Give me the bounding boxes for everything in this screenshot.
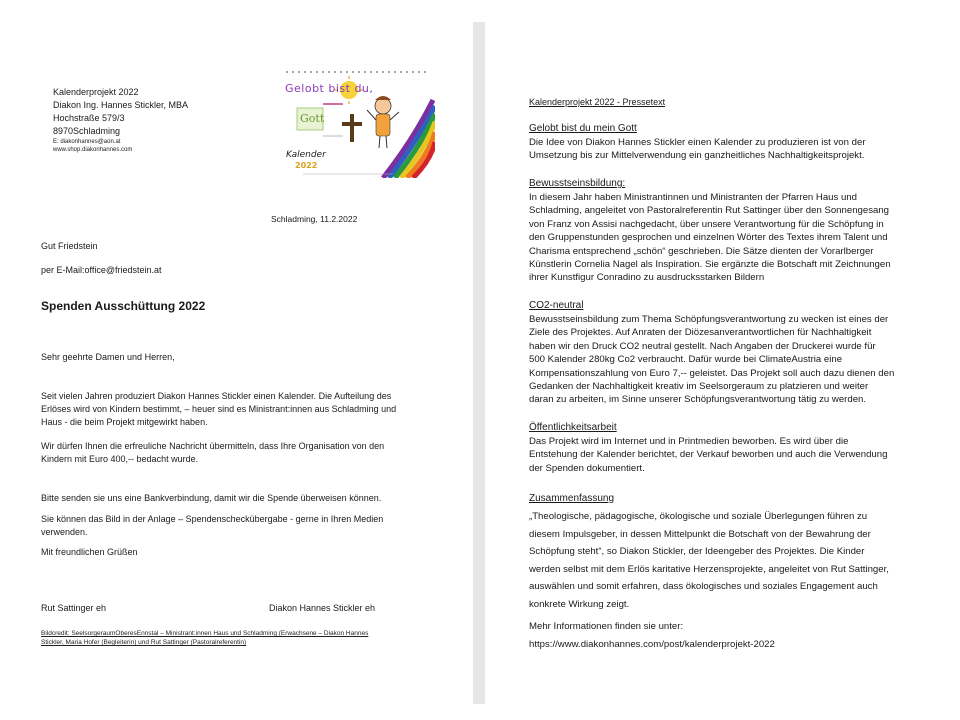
section-co2-neutral <box>529 299 894 407</box>
calendar-cover-image <box>283 70 435 178</box>
text-line: haben wir den Druck CO2 neutral gestellt. Nach Angaben der Druckerei wurde für <box>529 340 876 352</box>
calendar-word-text: Gott <box>300 112 325 125</box>
text-line: In diesem Jahr haben Ministrantinnen und Ministranten der Pfarren Haus und <box>529 192 857 203</box>
text-line: Ziele des Projektes. Auf Anraten der Diözesanverantwortlichen für Nachhaltigkeit <box>529 327 872 339</box>
text-line: Erlöses wird von Kindern bestimmt, – heuer sind es Ministrant:innen aus Schladming und <box>41 404 397 414</box>
recipient-name: Gut Friedstein <box>41 241 98 251</box>
page-gutter <box>473 22 485 704</box>
calendar-year: 2022 <box>295 161 318 170</box>
sender-line: 8970Schladming <box>53 126 121 136</box>
sender-line: Hochstraße 579/3 <box>53 113 125 123</box>
text-line: Kindern mit Euro 400,-- bedacht wurde. <box>41 454 199 464</box>
section-gelobt <box>529 122 866 163</box>
text-line: daran zu arbeiten, im Sinne unserer Schöpfungsverantwortung tätig zu werden. <box>529 394 867 406</box>
press-title: Kalenderprojekt 2022 - Pressetext <box>529 97 666 107</box>
text-line: Das Projekt wird im Internet und in Printmedien beworben. Es wird über die <box>529 436 849 447</box>
text-line: Kompensationszahlung von Euro 7,-- geleistet. Das Projekt soll auch dazu dienen den <box>529 367 895 379</box>
text-line: 500 Kalender 280kg Co2 verbraucht. Dafür wurde bei ClimateAustria eine <box>529 354 843 366</box>
paragraph-4 <box>41 513 383 539</box>
text-line: Gedanken der Nachhaltigkeit kreativ im Seelsorgeraum zu platzieren und weiter <box>529 381 869 393</box>
text-line: Wir dürfen Ihnen die erfreuliche Nachricht übermitteln, dass Ihre Organisation von den <box>41 441 385 451</box>
text-line: Charisma entsprechend „schön“ geschrieben. Die Sätze dienten der Vorarlberger <box>529 245 874 257</box>
press-text-page <box>486 0 960 720</box>
text-line: verwenden. <box>41 527 88 537</box>
text-line: Seit vielen Jahren produziert Diakon Hannes Stickler einen Kalender. Die Aufteilung des <box>41 391 392 401</box>
text-line: Umsetzung bis zur Mittelverwendung ein ganzheitliches Nachhaltigkeitsprojekt. <box>529 150 865 162</box>
text-line: Schöpfung steht“, so Diakon Stickler, der Ideengeber des Projektes. Die Kinder <box>529 546 865 557</box>
sender-line: Diakon Ing. Hannes Stickler, MBA <box>53 100 189 110</box>
section-heading: Bewusstseinsbildung: <box>529 178 626 189</box>
text-line: den Gruppenstunden gesprochen und einzelnen Wörter des Textes ihrem Talent und <box>529 232 888 244</box>
text-line: diesem Impulsgeber, in dessen Mittelpunkt die Botschaft von der Bewahrung der <box>529 528 871 540</box>
text-line: Sie können das Bild in der Anlage – Spendenscheckübergabe - gerne in Ihren Medien <box>41 514 384 524</box>
letter-subject: Spenden Ausschüttung 2022 <box>41 299 206 313</box>
text-line: Mehr Informationen finden sie unter: <box>529 621 684 632</box>
more-info <box>529 618 775 653</box>
recipient-email: per E-Mail:office@friedstein.at <box>41 265 162 275</box>
paragraph-3: Bitte senden sie uns eine Bankverbindung, damit wir die Spende überweisen können. <box>41 493 382 503</box>
calendar-title-text: Gelobt bist du, <box>285 82 374 95</box>
text-line: Die Idee von Diakon Hannes Stickler einen Kalender zu produzieren ist von der <box>529 137 866 148</box>
section-zusammenfassung <box>529 492 889 613</box>
text-line: Künstlerin Cornelia Nagel als Inspiration. Sie ergänzte die Botschaft mit Zeichnungen <box>529 259 891 271</box>
section-oeffentlichkeitsarbeit <box>529 421 887 475</box>
text-line: auswählen und somit erfahren, dass ökologisches und soziales Engagement auch <box>529 581 878 592</box>
section-bewusstseinsbildung <box>529 177 891 285</box>
text-line: Bewusstseinsbildung zum Thema Schöpfungsverantwortung zu wecken ist eines der <box>529 314 889 325</box>
letter-page <box>0 0 472 720</box>
text-line: Bildcredit: SeelsorgeraumOberesEnnstal – Ministrant:innen Haus und Schladming (Erwachsene – Diakon Hannes <box>41 630 369 637</box>
image-credit <box>41 629 368 647</box>
text-line: Haus - die beim Projekt mitgewirkt haben. <box>41 417 208 427</box>
salutation: Sehr geehrte Damen und Herren, <box>41 352 175 362</box>
letter-date: Schladming, 11.2.2022 <box>271 214 358 224</box>
text-line: von Franz von Assisi nachgedacht, über unsere Verantwortung für die Schöpfung in <box>529 218 884 230</box>
section-heading: CO2-neutral <box>529 300 584 311</box>
section-heading: Öffentlichkeitsarbeit <box>529 422 617 433</box>
section-heading: Gelobt bist du mein Gott <box>529 123 637 134</box>
signature-right: Diakon Hannes Stickler eh <box>269 603 376 613</box>
signature-left: Rut Sattinger eh <box>41 603 107 613</box>
text-line: ihrer Kunstfigur Conradino zu ausdrucksstarken Bildern <box>529 272 765 284</box>
more-info-link[interactable]: https://www.diakonhannes.com/post/kalenderprojekt-2022 <box>529 638 775 650</box>
text-line: der Spenden dokumentiert. <box>529 462 645 474</box>
sender-line: Kalenderprojekt 2022 <box>53 87 139 97</box>
sender-block <box>53 86 188 154</box>
text-line: Schladming, angeleitet von Pastoralreferentin Rut Sattinger über den Sonnengesang <box>529 205 890 217</box>
sender-web: www.shop.diakonhannes.com <box>53 147 133 153</box>
sender-email: E: diakonhannes@aon.at <box>53 139 121 145</box>
text-line: „Theologische, pädagogische, ökologische und soziale Überlegungen führen zu <box>529 511 868 522</box>
paragraph-2 <box>41 440 384 466</box>
text-line: werden selbst mit dem Erlös karitative Herzensprojekte, angeleitet von Rut Sattinger, <box>529 563 889 575</box>
text-line: Entstehung der Kalender berichtet, der Verkauf beworben und auch die Verwendung <box>529 449 888 461</box>
text-line: Stickler, Maria Hofer (Begleiterin) und Rut Sattinger (Pastoralreferentin) <box>41 639 247 646</box>
text-line: konkrete Wirkung zeigt. <box>529 598 630 610</box>
section-heading: Zusammenfassung <box>529 493 615 504</box>
closing: Mit freundlichen Grüßen <box>41 547 138 557</box>
calendar-caption: Kalender <box>286 150 326 160</box>
paragraph-1 <box>41 390 396 429</box>
